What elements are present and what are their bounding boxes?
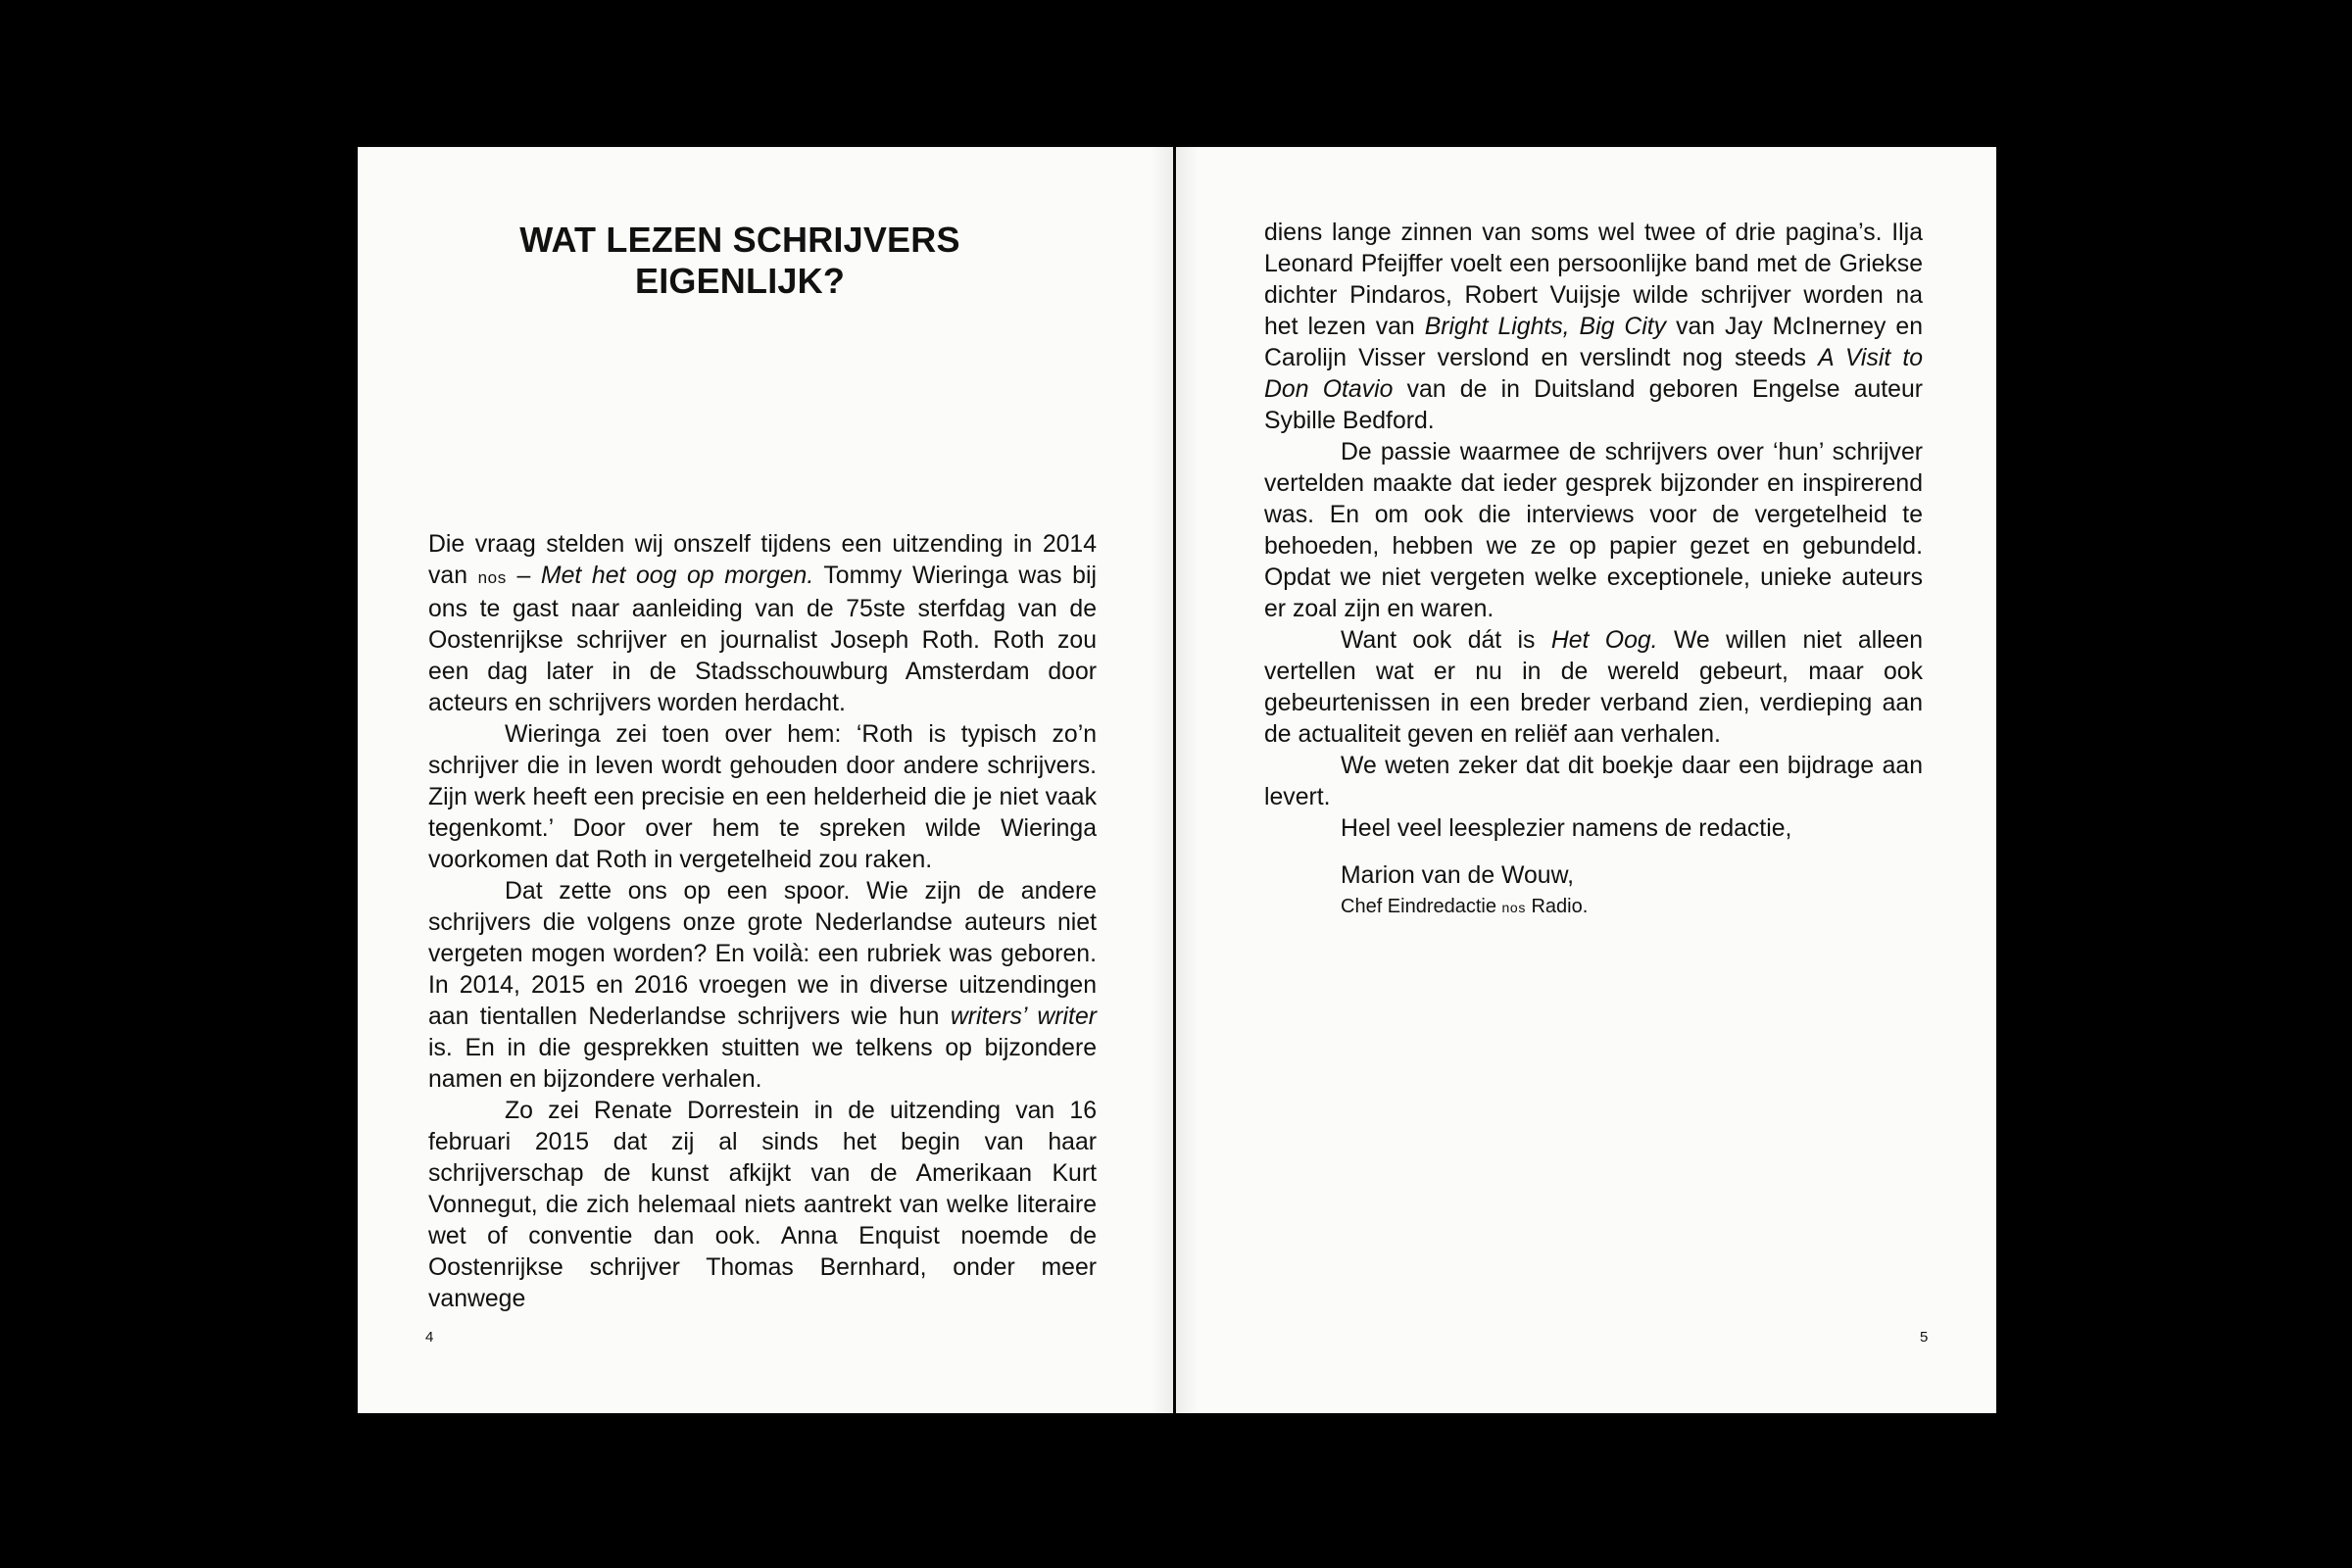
paragraph: [428, 876, 1097, 1096]
book-title: Bright Lights, Big City: [1424, 314, 1667, 340]
text-run: Radio.: [1525, 896, 1589, 917]
text-run: –: [506, 563, 541, 589]
title-line: EIGENLIJK?: [634, 261, 846, 301]
text-run: diens lange zinnen van soms wel twee of drie pagina’s. Ilja Leonard Pfeijffer voelt een persoonlijke band met de Griekse dichter Pindaros, Robert Vuijsje wilde schrijver worden na het lezen van: [1264, 220, 1923, 340]
text-run: Die vraag stelden wij onszelf tijdens een uitzending in 2014 van: [428, 531, 1097, 589]
text-run: Chef Eindredactie: [1341, 896, 1502, 917]
title-line: WAT LEZEN SCHRIJVERS: [519, 220, 960, 260]
page-title: [505, 220, 975, 302]
left-page: [358, 147, 1173, 1413]
nos-small-caps: nos: [477, 568, 507, 587]
signature-role: [1264, 892, 1923, 922]
text-run: van Jay McInerney en Carolijn Visser verslond en verslindt nog steeds: [1264, 314, 1923, 371]
text-run: Want ook dát is: [1341, 627, 1551, 654]
text-run: Tommy Wieringa was bij ons te gast naar aanleiding van de 75ste sterfdag van de Oostenrijkse schrijver en journalist Joseph Roth. Roth zou een dag later in de Stadsschouwburg Amsterdam door acteurs en schrijvers worden herdacht.: [428, 563, 1097, 716]
book-title: A Visit to Don Otavio: [1264, 345, 1923, 403]
page-number: 5: [1920, 1329, 1929, 1346]
paragraph: We weten zeker dat dit boekje daar een bijdrage aan levert.: [1264, 753, 1923, 810]
paragraph: De passie waarmee de schrijvers over ‘hun’ schrijver vertelden maakte dat ieder gesprek bijzonder en inspirerend was. En om ook die interviews voor de vergetelheid te behoeden, hebben we ze op papier gezet en gebundeld. Opdat we niet vergeten welke exceptionele, unieke auteurs er zoal zijn en waren.: [1264, 439, 1923, 622]
signature: [1264, 860, 1923, 922]
gutter-shadow: [1176, 147, 1198, 1413]
paragraph: [1264, 625, 1923, 751]
right-page: [1176, 147, 1996, 1413]
paragraph: Zo zei Renate Dorrestein in de uitzending van 16 februari 2015 dat zij al sinds het begin van haar schrijverschap de kunst afkijkt van de Amerikaan Kurt Vonnegut, die zich helemaal niets aantrekt van welke literaire wet of conventie dan ook. Anna Enquist noemde de Oostenrijkse schrijver Thomas Bernhard, onder meer vanwege: [428, 1098, 1097, 1312]
paragraph: [428, 529, 1097, 719]
nos-small-caps: nos: [1501, 900, 1526, 915]
page-number: 4: [425, 1329, 434, 1346]
body-text: [428, 529, 1097, 1315]
text-run: Dat zette ons op een spoor. Wie zijn de andere schrijvers die volgens onze grote Nederlandse auteurs niet vergeten mogen worden? En voilà: een rubriek was geboren. In 2014, 2015 en 2016 vroegen we in diverse uitzendingen aan tientallen Nederlandse schrijvers wie hun: [428, 878, 1097, 1030]
text-run: is. En in die gesprekken stuitten we telkens op bijzondere namen en bijzondere verhalen.: [428, 1035, 1097, 1093]
emphasis: Het Oog.: [1550, 627, 1658, 654]
text-run: van de in Duitsland geboren Engelse auteur Sybille Bedford.: [1264, 376, 1924, 434]
body-text: [1264, 218, 1923, 922]
text-run: We willen niet alleen vertellen wat er nu in de wereld gebeurt, maar ook gebeurtenissen in een breder verband zien, verdieping aan de actualiteit geven en reliëf aan verhalen.: [1264, 627, 1923, 748]
paragraph: Wieringa zei toen over hem: ‘Roth is typisch zo’n schrijver die in leven wordt gehouden door andere schrijvers. Zijn werk heeft een precisie en een helderheid die je niet vaak tegenkomt.’ Door over hem te spreken wilde Wieringa voorkomen dat Roth in vergetelheid zou raken.: [428, 721, 1097, 873]
show-title: Met het oog op morgen.: [540, 563, 814, 589]
signature-name: Marion van de Wouw,: [1341, 862, 1574, 889]
gutter-shadow: [1152, 147, 1173, 1413]
emphasis: writers’ writer: [950, 1004, 1097, 1030]
paragraph: Heel veel leesplezier namens de redactie,: [1341, 815, 1792, 842]
paragraph: [1264, 218, 1923, 437]
